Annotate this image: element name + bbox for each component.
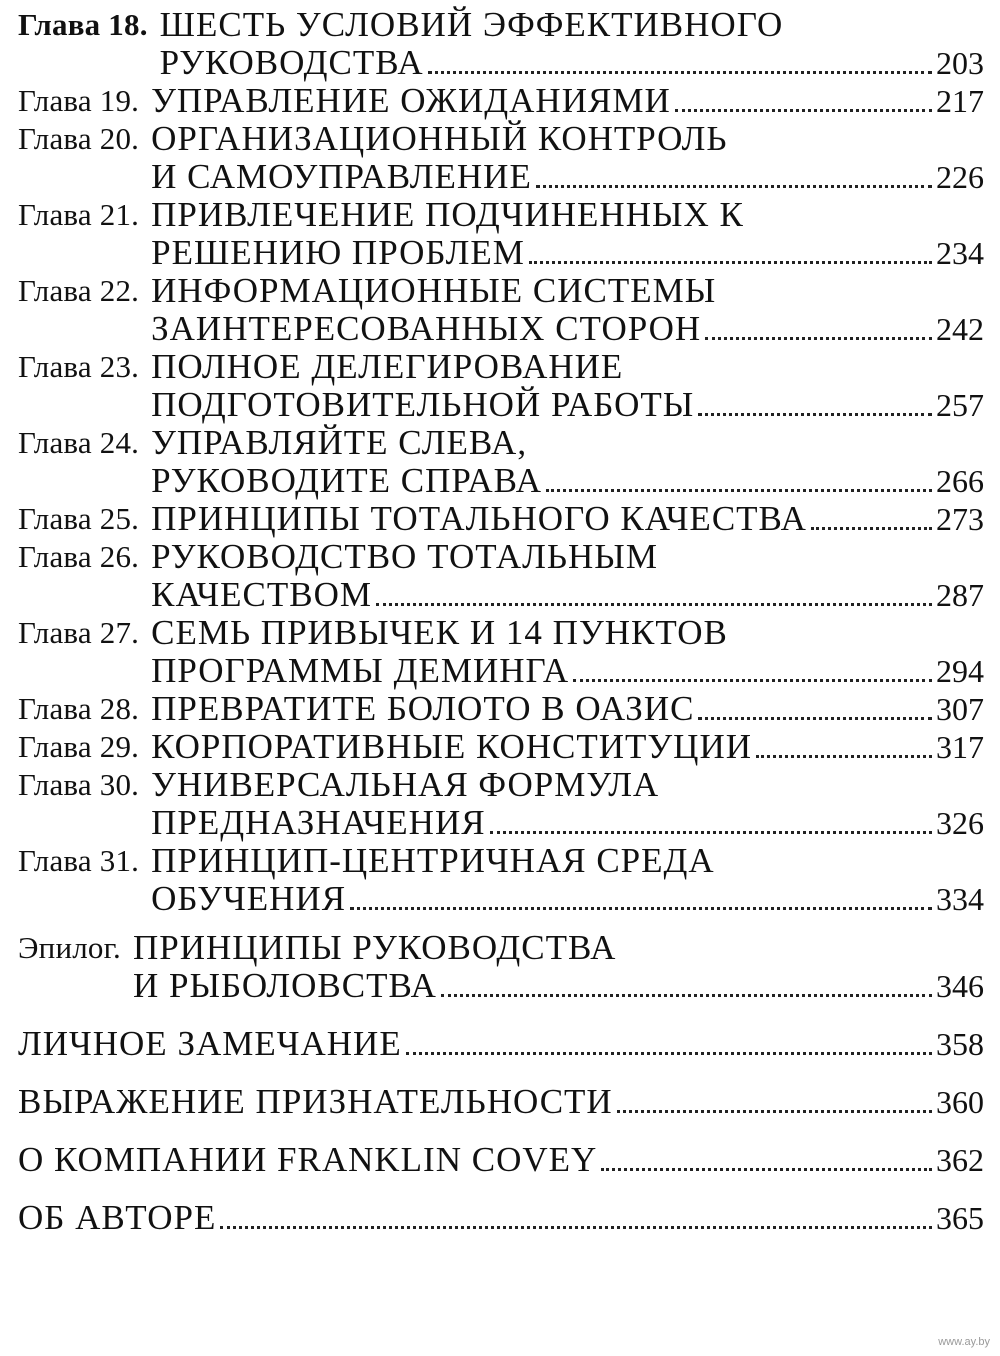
toc-entry xyxy=(18,82,984,120)
title-last-line xyxy=(18,1141,984,1179)
entry-title-text: ЗАИНТЕРЕСОВАННЫХ СТОРОН xyxy=(151,309,702,348)
toc-entry xyxy=(18,6,984,82)
page-number: 346 xyxy=(936,968,984,1004)
chapter-number: Глава 26. xyxy=(18,539,140,574)
chapter-number: Глава 24. xyxy=(18,425,140,460)
entry-title-text: ПРИНЦИП-ЦЕНТРИЧНАЯ СРЕДА xyxy=(151,841,715,880)
chapter-number: Глава 31. xyxy=(18,843,140,878)
title-line xyxy=(151,196,984,234)
title-last-line xyxy=(151,158,984,196)
dot-leader xyxy=(441,994,932,997)
page-number: 358 xyxy=(936,1026,984,1062)
entry-title-text: КОРПОРАТИВНЫЕ КОНСТИТУЦИИ xyxy=(151,727,753,766)
entry-title-text: И САМОУПРАВЛЕНИЕ xyxy=(151,157,532,196)
chapter-number: Глава 23. xyxy=(18,349,140,384)
page-number: 362 xyxy=(936,1142,984,1178)
page-number: 273 xyxy=(936,501,984,537)
table-of-contents xyxy=(18,6,984,1237)
chapter-number: Глава 28. xyxy=(18,691,140,726)
title-last-line xyxy=(151,690,984,728)
entry-title-text: ПРОГРАММЫ ДЕМИНГА xyxy=(151,651,570,690)
page-number: 317 xyxy=(936,729,984,765)
dot-leader xyxy=(490,831,932,834)
watermark: www.ay.by xyxy=(938,1336,990,1348)
title-line xyxy=(151,614,984,652)
dot-leader xyxy=(536,185,932,188)
page-number: 242 xyxy=(936,311,984,347)
entry-title-text: ПРЕДНАЗНАЧЕНИЯ xyxy=(151,803,486,842)
chapter-number: Глава 27. xyxy=(18,615,140,650)
toc-entry xyxy=(18,196,984,272)
entry-title-text: УПРАВЛЕНИЕ ОЖИДАНИЯМИ xyxy=(151,81,671,120)
title-last-line xyxy=(151,386,984,424)
chapter-number: Глава 19. xyxy=(18,83,140,118)
dot-leader xyxy=(698,413,932,416)
title-last-line xyxy=(151,462,984,500)
title-line xyxy=(151,272,984,310)
entry-title-block xyxy=(139,690,984,728)
entry-title-block xyxy=(139,348,984,424)
title-last-line xyxy=(18,1025,984,1063)
title-last-line xyxy=(160,44,984,82)
chapter-number: Глава 30. xyxy=(18,767,140,802)
entry-title-block xyxy=(139,614,984,690)
entry-title-text: ПОДГОТОВИТЕЛЬНОЙ РАБОТЫ xyxy=(151,385,695,424)
title-line xyxy=(151,424,984,462)
entry-title-text: ПРИВЛЕЧЕНИЕ ПОДЧИНЕННЫХ К xyxy=(151,195,744,234)
toc-entry xyxy=(18,272,984,348)
entry-title-text: ПРИНЦИПЫ ТОТАЛЬНОГО КАЧЕСТВА xyxy=(151,499,807,538)
dot-leader xyxy=(220,1226,932,1229)
title-line xyxy=(151,538,984,576)
entry-title-text: РУКОВОДИТЕ СПРАВА xyxy=(151,461,543,500)
entry-title-text: РУКОВОДСТВО ТОТАЛЬНЫМ xyxy=(151,537,658,576)
dot-leader xyxy=(406,1052,932,1055)
dot-leader xyxy=(756,755,932,758)
toc-entry xyxy=(18,500,984,538)
title-line xyxy=(151,348,984,386)
chapter-number: Глава 20. xyxy=(18,121,140,156)
title-line xyxy=(151,842,984,880)
page-number: 360 xyxy=(936,1084,984,1120)
entry-title-block xyxy=(139,500,984,538)
entry-title-block xyxy=(121,929,984,1005)
toc-entry xyxy=(18,690,984,728)
title-last-line xyxy=(151,576,984,614)
dot-leader xyxy=(546,489,932,492)
page-number: 326 xyxy=(936,805,984,841)
entry-title-text: И РЫБОЛОВСТВА xyxy=(132,966,437,1005)
entry-title-block xyxy=(139,82,984,120)
toc-entry xyxy=(18,614,984,690)
page-number: 294 xyxy=(936,653,984,689)
title-last-line xyxy=(151,310,984,348)
entry-title-text: УНИВЕРСАЛЬНАЯ ФОРМУЛА xyxy=(151,765,660,804)
page-number: 287 xyxy=(936,577,984,613)
toc-entry xyxy=(18,1141,984,1179)
entry-title-text: УПРАВЛЯЙТЕ СЛЕВА, xyxy=(151,423,528,462)
title-line xyxy=(151,766,984,804)
chapter-number: Эпилог. xyxy=(18,930,121,965)
entry-title-block xyxy=(18,1025,984,1063)
entry-title-block xyxy=(18,1199,984,1237)
entry-title-block xyxy=(139,272,984,348)
dot-leader xyxy=(601,1168,932,1171)
dot-leader xyxy=(675,109,932,112)
title-last-line xyxy=(18,1083,984,1121)
toc-entry xyxy=(18,1199,984,1237)
entry-title-block xyxy=(18,1083,984,1121)
page-number: 334 xyxy=(936,881,984,917)
title-last-line xyxy=(151,82,984,120)
toc-entry xyxy=(18,348,984,424)
entry-title-text: КАЧЕСТВОМ xyxy=(151,575,373,614)
page-number: 307 xyxy=(936,691,984,727)
entry-title-block xyxy=(139,766,984,842)
entry-title-text: ПРЕВРАТИТЕ БОЛОТО В ОАЗИС xyxy=(151,689,695,728)
dot-leader xyxy=(698,717,932,720)
title-last-line xyxy=(133,967,984,1005)
title-last-line xyxy=(151,652,984,690)
entry-title-text: ПОЛНОЕ ДЕЛЕГИРОВАНИЕ xyxy=(151,347,624,386)
page-number: 217 xyxy=(936,83,984,119)
entry-title-text: ОБ АВТОРЕ xyxy=(18,1198,217,1237)
title-line xyxy=(151,120,984,158)
entry-title-block xyxy=(139,842,984,918)
page-number: 226 xyxy=(936,159,984,195)
title-last-line xyxy=(151,804,984,842)
dot-leader xyxy=(573,679,932,682)
entry-title-block xyxy=(148,6,984,82)
entry-title-text: ОБУЧЕНИЯ xyxy=(151,879,347,918)
dot-leader xyxy=(705,337,932,340)
entry-title-text: ВЫРАЖЕНИЕ ПРИЗНАТЕЛЬНОСТИ xyxy=(18,1082,613,1121)
chapter-number: Глава 22. xyxy=(18,273,140,308)
title-last-line xyxy=(151,880,984,918)
toc-entry xyxy=(18,1083,984,1121)
chapter-number: Глава 29. xyxy=(18,729,140,764)
toc-entry xyxy=(18,120,984,196)
entry-title-block xyxy=(18,1141,984,1179)
entry-title-block xyxy=(139,538,984,614)
page-number: 257 xyxy=(936,387,984,423)
chapter-number: Глава 18. xyxy=(18,7,148,42)
chapter-number: Глава 21. xyxy=(18,197,140,232)
dot-leader xyxy=(617,1110,932,1113)
toc-entry xyxy=(18,842,984,918)
entry-title-text: СЕМЬ ПРИВЫЧЕК И 14 ПУНКТОВ xyxy=(151,613,728,652)
chapter-number: Глава 25. xyxy=(18,501,140,536)
title-last-line xyxy=(151,728,984,766)
dot-leader xyxy=(529,261,932,264)
toc-entry xyxy=(18,728,984,766)
page-number: 203 xyxy=(936,45,984,81)
dot-leader xyxy=(428,71,932,74)
toc-entry xyxy=(18,424,984,500)
toc-entry xyxy=(18,1025,984,1063)
toc-entry xyxy=(18,766,984,842)
title-line xyxy=(160,6,984,44)
title-last-line xyxy=(18,1199,984,1237)
toc-entry xyxy=(18,538,984,614)
title-line xyxy=(133,929,984,967)
entry-title-text: РЕШЕНИЮ ПРОБЛЕМ xyxy=(151,233,525,272)
entry-title-text: ЛИЧНОЕ ЗАМЕЧАНИЕ xyxy=(18,1024,402,1063)
entry-title-text: РУКОВОДСТВА xyxy=(159,43,424,82)
toc-entry xyxy=(18,929,984,1005)
entry-title-block xyxy=(139,424,984,500)
page-number: 266 xyxy=(936,463,984,499)
entry-title-text: ПРИНЦИПЫ РУКОВОДСТВА xyxy=(132,928,617,967)
entry-title-text: О КОМПАНИИ FRANKLIN COVEY xyxy=(18,1140,598,1179)
entry-title-text: ШЕСТЬ УСЛОВИЙ ЭФФЕКТИВНОГО xyxy=(159,5,784,44)
title-last-line xyxy=(151,234,984,272)
entry-title-block xyxy=(139,120,984,196)
entry-title-block xyxy=(139,196,984,272)
title-last-line xyxy=(151,500,984,538)
entry-title-block xyxy=(139,728,984,766)
page-number: 234 xyxy=(936,235,984,271)
page-number: 365 xyxy=(936,1200,984,1236)
dot-leader xyxy=(811,527,932,530)
dot-leader xyxy=(350,907,932,910)
entry-title-text: ИНФОРМАЦИОННЫЕ СИСТЕМЫ xyxy=(151,271,717,310)
entry-title-text: ОРГАНИЗАЦИОННЫЙ КОНТРОЛЬ xyxy=(151,119,728,158)
dot-leader xyxy=(376,603,932,606)
